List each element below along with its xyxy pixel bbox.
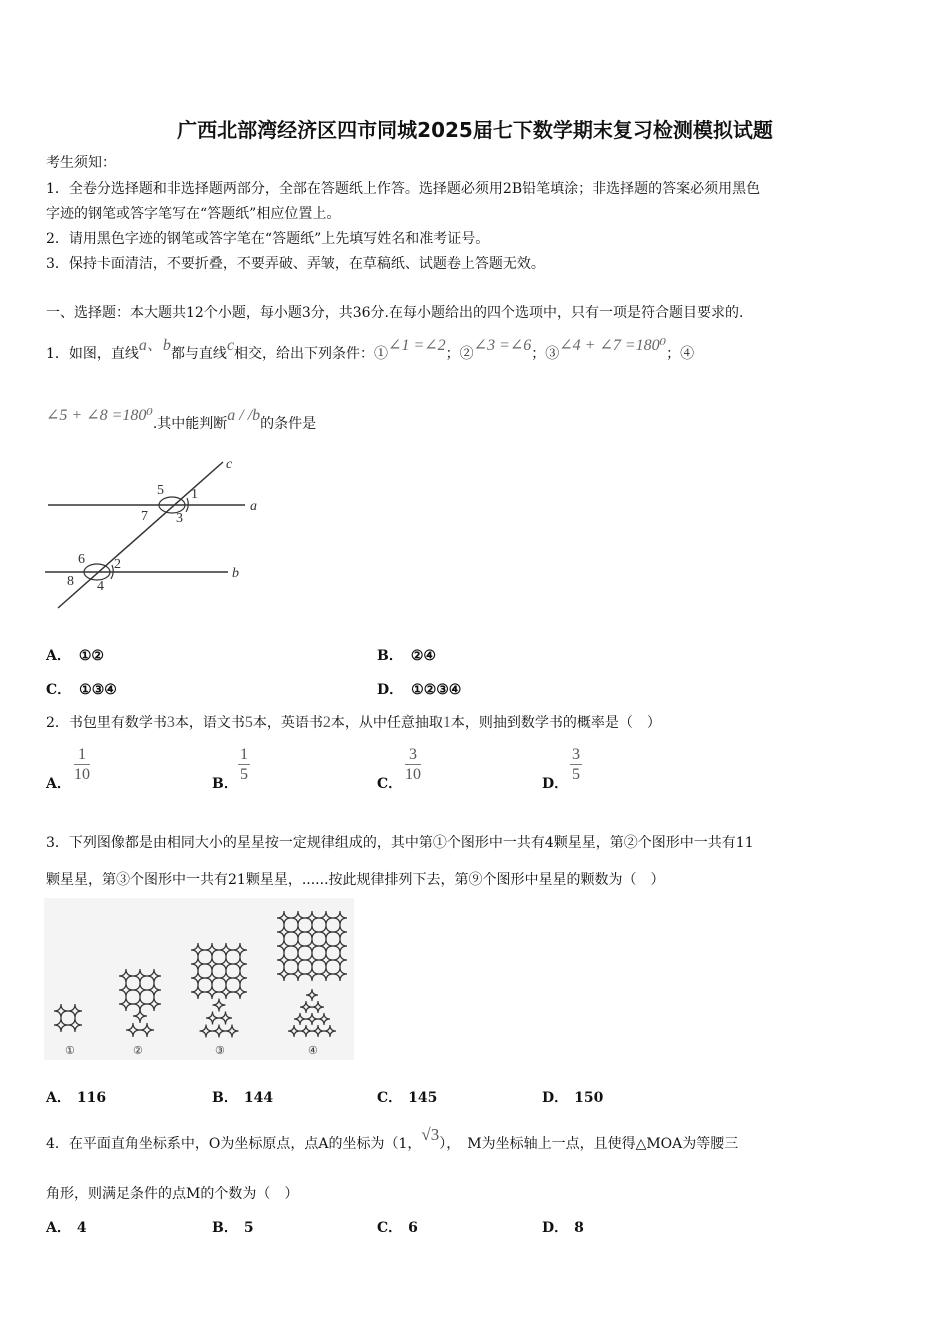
q2-option-d-fraction: $\frac{3}{5}$ (572, 746, 580, 783)
figure-label-3: ③ (215, 1045, 225, 1057)
q1-option-c[interactable]: C． ①③④ (46, 682, 117, 698)
figure-label-1: ① (65, 1045, 75, 1057)
label-3: 3 (176, 511, 183, 526)
figure-label-4: ④ (308, 1045, 318, 1057)
q3-option-c[interactable]: C． 145 (377, 1090, 438, 1106)
q4-option-b[interactable]: B． 5 (212, 1220, 254, 1236)
q2-option-d-letter[interactable]: D． (542, 776, 569, 792)
q2-option-b-letter[interactable]: B． (212, 776, 238, 792)
label-b: b (232, 566, 239, 581)
label-7: 7 (141, 509, 148, 524)
condition-4: ∠5 + ∠8 =180⁰ (46, 407, 153, 424)
figure-label-2: ② (133, 1045, 143, 1057)
q2-option-c-letter[interactable]: C． (377, 776, 403, 792)
q2-option-a-fraction: $\frac{1}{10}$ (74, 746, 90, 783)
q1-option-b[interactable]: B． ②④ (377, 648, 436, 664)
label-5: 5 (157, 483, 164, 498)
notice-heading: 考生须知： (46, 155, 116, 171)
notice-item-1: 1．全卷分选择题和非选择题两部分，全部在答题纸上作答。选择题必须用2B铅笔填涂；非选择题的答案必须用黑色 (46, 181, 761, 197)
condition-1: ∠1 =∠2 (388, 337, 446, 354)
label-c: c (226, 457, 233, 472)
notice-item-1-cont: 字迹的钢笔或答字笔写在“答题纸”相应位置上。 (46, 206, 341, 222)
question-4-stem: 4．在平面直角坐标系中，O为坐标原点，点A的坐标为（1，√3）， M为坐标轴上一点，且使得△MOA为等腰三 (46, 1125, 739, 1152)
label-1: 1 (191, 487, 198, 502)
line-c (58, 462, 223, 608)
question-2-stem: 2．书包里有数学书3本，语文书5本，英语书2本，从中任意抽取1本，则抽到数学书的概率是（ ） (46, 714, 661, 731)
question-3-stem-cont: 颗星星，第③个图形中一共有21颗星星，......按此规律排列下去，第⑨个图形中星星的颗数为（ ） (46, 872, 665, 888)
q4-option-a[interactable]: A． 4 (46, 1220, 87, 1236)
notice-item-2: 2．请用黑色字迹的钢笔或答字笔在“答题纸”上先填写姓名和准考证号。 (46, 231, 490, 247)
parallel-lines-figure (40, 450, 270, 615)
q4-option-c[interactable]: C． 6 (377, 1220, 418, 1236)
q4-option-d[interactable]: D． 8 (542, 1220, 584, 1236)
q3-option-b[interactable]: B． 144 (212, 1090, 274, 1106)
math-ab: a、b (138, 337, 171, 354)
question-3-stem: 3．下列图像都是由相同大小的星星按一定规律组成的，其中第①个图形中一共有4颗星星，第②个图形中一共有11 (46, 835, 754, 851)
q1-option-a[interactable]: A． ①② (46, 648, 104, 664)
label-8: 8 (67, 574, 74, 589)
math-sqrt3: √3 (421, 1125, 440, 1144)
label-6: 6 (78, 552, 85, 567)
condition-2: ∠3 =∠6 (473, 337, 532, 354)
label-4: 4 (97, 579, 104, 594)
section-heading: 一、选择题：本大题共12个小题，每小题3分，共36分.在每小题给出的四个选项中，只有一项是符合题目要求的. (46, 305, 744, 321)
q1-option-d[interactable]: D． ①②③④ (377, 682, 462, 698)
q3-option-a[interactable]: A． 116 (46, 1090, 107, 1106)
q2-option-c-fraction: $\frac{3}{10}$ (405, 746, 421, 783)
label-a: a (250, 499, 257, 514)
q3-option-d[interactable]: D． 150 (542, 1090, 604, 1106)
question-1-stem: 1．如图，直线a、b都与直线c相交，给出下列条件：①∠1 =∠2；②∠3 =∠6；③∠4 + ∠7 =180⁰；④ (46, 337, 695, 362)
question-4-stem-cont: 角形，则满足条件的点M的个数为（ ） (46, 1186, 299, 1202)
label-2: 2 (114, 557, 121, 572)
notice-item-3: 3．保持卡面清洁，不要折叠，不要弄破、弄皱，在草稿纸、试题卷上答题无效。 (46, 256, 545, 272)
star-pattern-figure (44, 898, 354, 1060)
page-title: 广西北部湾经济区四市同城2025届七下数学期末复习检测模拟试题 (177, 118, 773, 142)
question-1-stem-cont: ∠5 + ∠8 =180⁰.其中能判断a / /b的条件是 (46, 407, 317, 432)
math-c: c (226, 337, 235, 354)
q2-option-a-letter[interactable]: A． (46, 776, 71, 792)
figure-background (44, 898, 354, 1060)
math-parallel: a / /b (227, 407, 261, 424)
q2-option-b-fraction: $\frac{1}{5}$ (240, 746, 248, 783)
condition-3: ∠4 + ∠7 =180⁰ (559, 337, 667, 354)
